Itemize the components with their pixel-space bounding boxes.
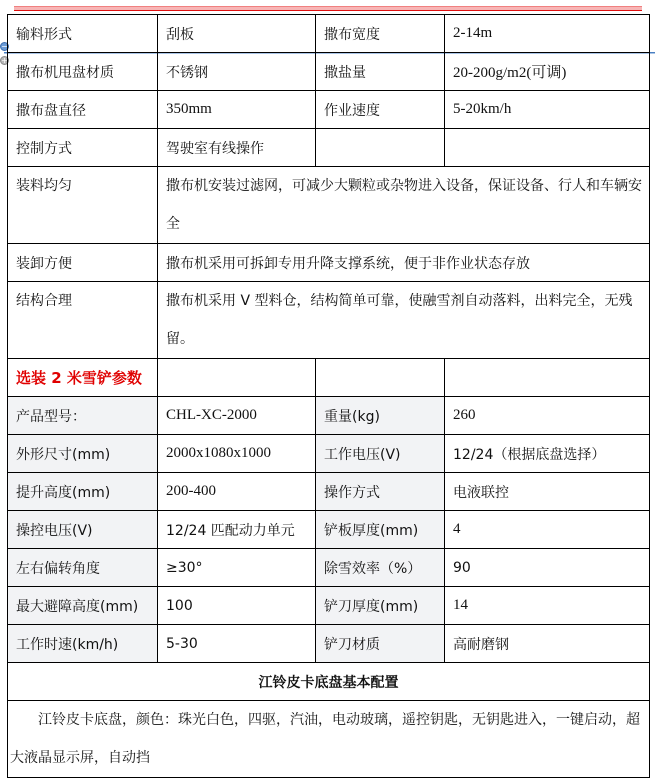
plow-value: 高耐磨钢 — [445, 625, 650, 663]
plow-label: 操作方式 — [316, 473, 445, 511]
plow-label: 提升高度(mm) — [8, 473, 158, 511]
spec-value: 驾驶室有线操作 — [158, 129, 316, 167]
plow-spec-row — [8, 473, 650, 511]
insert-row-icon[interactable]: + — [1, 56, 8, 65]
plow-value: 100 — [158, 587, 316, 625]
plow-value: 电液联控 — [445, 473, 650, 511]
chassis-description-row — [8, 701, 650, 778]
feature-text: 撒布机采用可拆卸专用升降支撑系统，便于非作业状态存放 — [158, 244, 650, 282]
spec-label: 输料形式 — [8, 15, 158, 53]
plow-label: 最大避障高度(mm) — [8, 587, 158, 625]
plow-spec-row — [8, 435, 650, 473]
plow-value: 4 — [445, 511, 650, 549]
plow-label: 除雪效率（%） — [316, 549, 445, 587]
spec-label: 控制方式 — [8, 129, 158, 167]
plow-label: 工作电压(V) — [316, 435, 445, 473]
spec-value: 20-200g/m2(可调) — [445, 53, 650, 91]
plow-value: 12/24（根据底盘选择） — [445, 435, 650, 473]
feature-text: 撒布机安装过滤网，可减少大颗粒或杂物进入设备，保证设备、行人和车辆安全 — [158, 167, 650, 244]
plow-label: 铲板厚度(mm) — [316, 511, 445, 549]
spec-label: 作业速度 — [316, 91, 445, 129]
plow-label: 铲刀材质 — [316, 625, 445, 663]
empty-cell — [445, 359, 650, 397]
empty-cell — [316, 359, 445, 397]
plow-value: 5-30 — [158, 625, 316, 663]
feature-row — [8, 167, 650, 244]
feature-label: 结构合理 — [8, 282, 158, 359]
spec-table — [7, 14, 650, 778]
spec-value: 5-20km/h — [445, 91, 650, 129]
spec-label: 撒布宽度 — [316, 15, 445, 53]
spec-value: 不锈钢 — [158, 53, 316, 91]
plow-value: 12/24 匹配动力单元 — [158, 511, 316, 549]
spec-label: 撒盐量 — [316, 53, 445, 91]
spec-label: 撒布机甩盘材质 — [8, 53, 158, 91]
feature-label: 装卸方便 — [8, 244, 158, 282]
plow-label: 外形尺寸(mm) — [8, 435, 158, 473]
spec-value: 刮板 — [158, 15, 316, 53]
feature-row — [8, 282, 650, 359]
chassis-description: 江铃皮卡底盘，颜色：珠光白色，四驱，汽油，电动玻璃，遥控钥匙，无钥匙进入，一键启动，超大液晶显示屏，自动挡 — [8, 701, 650, 778]
spec-label: 撒布盘直径 — [8, 91, 158, 129]
spec-row — [8, 129, 650, 167]
plow-label: 左右偏转角度 — [8, 549, 158, 587]
feature-row — [8, 244, 650, 282]
plow-value: 200-400 — [158, 473, 316, 511]
empty-cell — [158, 359, 316, 397]
plow-spec-row — [8, 511, 650, 549]
spec-row — [8, 91, 650, 129]
spec-label-empty — [316, 129, 445, 167]
feature-label: 装料均匀 — [8, 167, 158, 244]
plow-label: 工作时速(km/h) — [8, 625, 158, 663]
top-divider-line — [14, 6, 642, 11]
plow-label: 重量(kg) — [316, 397, 445, 435]
spec-value: 2-14m — [445, 15, 650, 53]
chassis-title: 江铃皮卡底盘基本配置 — [8, 663, 650, 701]
plow-label: 铲刀厚度(mm) — [316, 587, 445, 625]
spec-value-empty — [445, 129, 650, 167]
spec-row — [8, 53, 650, 91]
plow-spec-row — [8, 549, 650, 587]
section-header-row — [8, 359, 650, 397]
collapse-row-icon[interactable]: − — [1, 42, 8, 51]
plow-spec-row — [8, 397, 650, 435]
plow-value: 14 — [445, 587, 650, 625]
plow-spec-row — [8, 587, 650, 625]
chassis-title-row — [8, 663, 650, 701]
plow-label: 产品型号： — [8, 397, 158, 435]
spec-row — [8, 15, 650, 53]
spec-value: 350mm — [158, 91, 316, 129]
feature-text: 撒布机采用 V 型料仓，结构简单可靠，使融雪剂自动落料，出料完全，无残留。 — [158, 282, 650, 359]
plow-value: ≥30° — [158, 549, 316, 587]
plow-spec-row — [8, 625, 650, 663]
plow-value: CHL-XC-2000 — [158, 397, 316, 435]
section-title: 选装 2 米雪铲参数 — [8, 359, 158, 397]
plow-value: 90 — [445, 549, 650, 587]
plow-label: 操控电压(V) — [8, 511, 158, 549]
plow-value: 260 — [445, 397, 650, 435]
plow-value: 2000x1080x1000 — [158, 435, 316, 473]
